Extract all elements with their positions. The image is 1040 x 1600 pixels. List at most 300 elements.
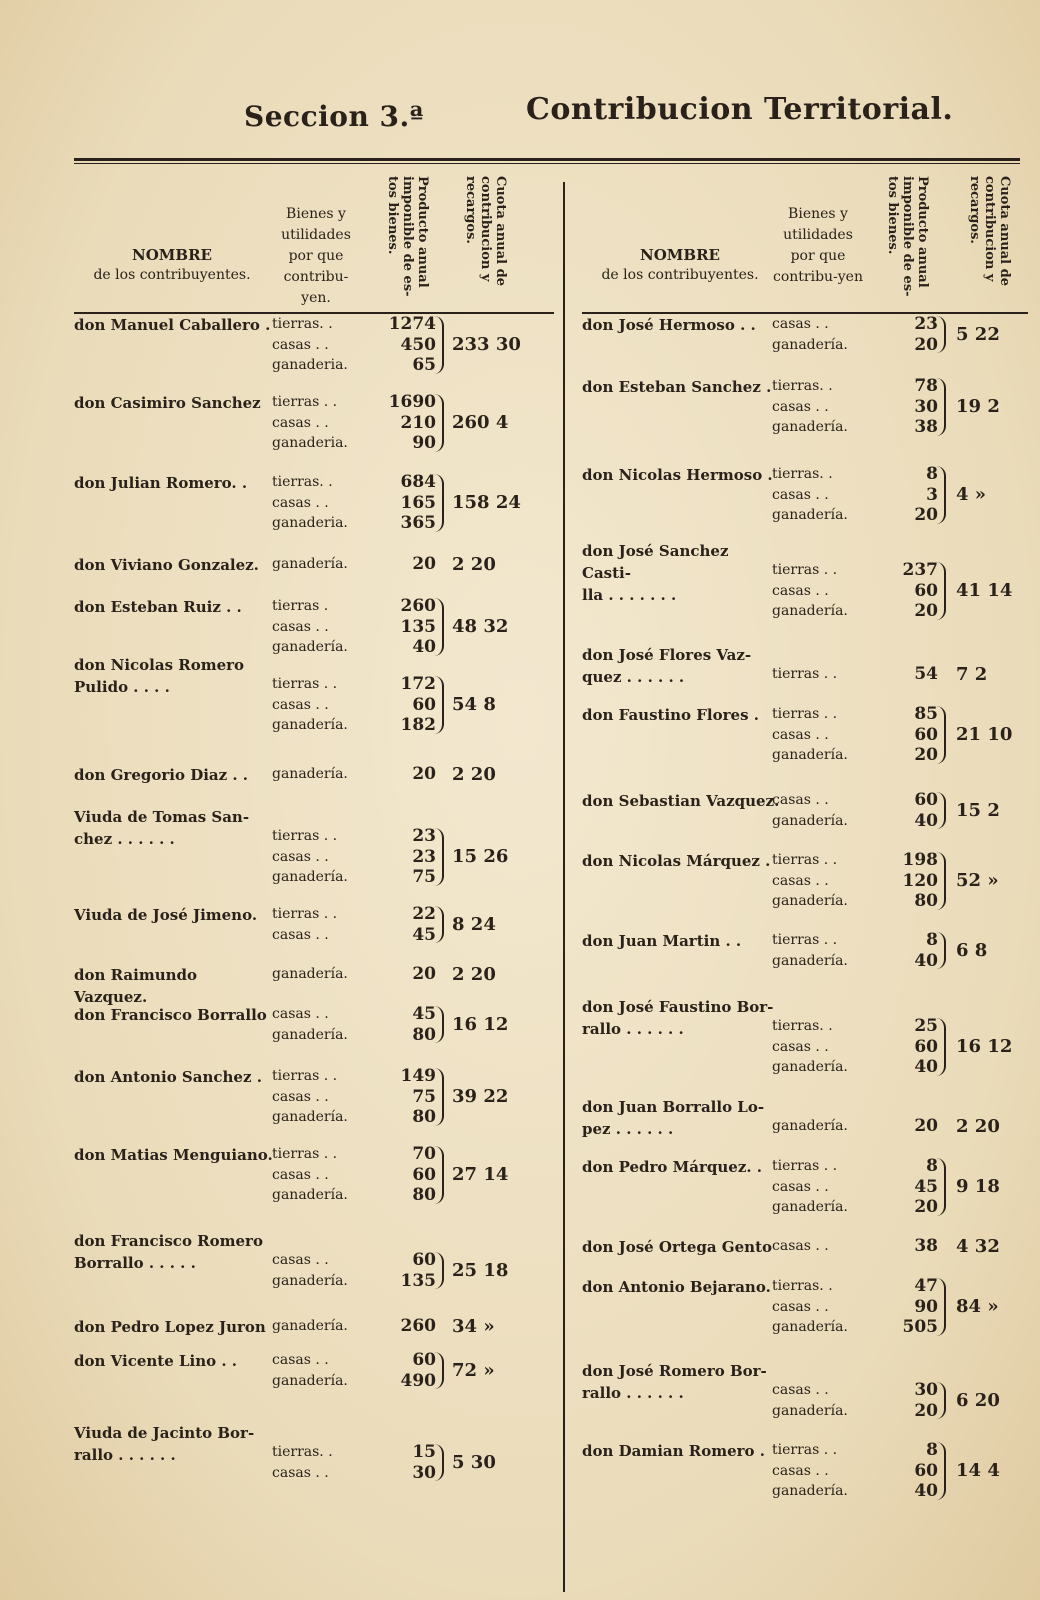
annual-quota: 5 30	[452, 1451, 496, 1473]
header-name-bold: NOMBRE	[132, 246, 212, 264]
header-name	[582, 246, 778, 285]
property-types	[272, 596, 372, 658]
taxable-amounts	[380, 1004, 436, 1045]
taxable-amount: 260	[400, 596, 436, 616]
page-title: Contribucion Territorial.	[526, 92, 954, 127]
property-type: ganadería.	[272, 1109, 348, 1125]
contributor-name: don Pedro Márquez. .	[582, 1158, 763, 1176]
property-type: tierras . .	[772, 852, 838, 868]
annual-quota: 4 32	[956, 1236, 1000, 1257]
taxable-amounts	[882, 1380, 938, 1421]
taxable-amount: 172	[400, 674, 436, 694]
property-type: tierras . .	[272, 828, 338, 844]
contributor-name: don Julian Romero. .	[74, 474, 248, 492]
taxable-amounts	[380, 314, 436, 376]
taxable-amount: 210	[400, 412, 436, 433]
annual-quota: 2 20	[452, 764, 496, 785]
taxable-amount: 1274	[388, 314, 436, 334]
annual-quota: 14 4	[956, 1459, 1000, 1481]
grouping-brace	[432, 906, 444, 943]
taxable-amount: 23	[412, 826, 436, 846]
property-type: casas . .	[272, 926, 329, 943]
taxable-amounts	[380, 1144, 436, 1206]
taxable-amount: 20	[914, 505, 938, 525]
header-cuota: Cuota anual de contribucion y recargos.	[463, 176, 508, 286]
property-types	[272, 1316, 372, 1337]
property-type: tierras. .	[772, 1278, 833, 1294]
taxable-amount: 47	[914, 1276, 938, 1296]
property-type: ganadería.	[772, 603, 848, 619]
taxable-amount: 20	[914, 1197, 938, 1217]
property-types	[772, 1236, 872, 1257]
property-type: ganadería.	[772, 1059, 848, 1075]
taxable-amount: 60	[412, 1350, 436, 1370]
property-type: ganadería.	[272, 717, 348, 733]
taxable-amount: 684	[400, 472, 436, 492]
contributor-name: don José Ortega Gento	[582, 1238, 772, 1256]
grouping-brace	[934, 1278, 946, 1336]
property-type: tierras. .	[772, 466, 833, 482]
annual-quota: 8 24	[452, 913, 496, 935]
contributor-name: don Francisco Borrallo	[74, 1006, 267, 1024]
annual-quota: 260 4	[452, 411, 509, 433]
property-type: casas . .	[272, 336, 329, 353]
right-column	[582, 170, 1028, 1501]
taxable-amount: 30	[914, 1380, 938, 1400]
taxable-amounts	[882, 850, 938, 912]
taxable-amount: 80	[914, 891, 938, 911]
property-type: tierras. .	[772, 1018, 833, 1034]
annual-quota: 54 8	[452, 693, 496, 715]
contributor-name: don Nicolas Romero Pulido . . . .	[74, 656, 245, 696]
taxable-amount: 60	[914, 1036, 938, 1057]
contributor-name: don Francisco Romero Borrallo . . . . .	[74, 1232, 263, 1272]
property-type: ganadería.	[772, 419, 848, 435]
taxable-amount: 182	[400, 715, 436, 735]
property-type: ganaderia.	[272, 357, 348, 373]
taxable-amounts	[380, 964, 436, 985]
taxable-amount: 505	[902, 1317, 938, 1337]
property-types	[272, 1144, 372, 1206]
contributor-name: don Juan Borrallo Lo- pez . . . . . .	[582, 1098, 765, 1138]
taxable-amount: 3	[926, 484, 938, 505]
right-column-header	[582, 170, 1028, 314]
annual-quota: 9 18	[956, 1175, 1000, 1197]
property-types	[772, 850, 872, 912]
property-type: tierras . .	[272, 1146, 338, 1162]
section-heading: Seccion 3.ª	[244, 100, 424, 133]
grouping-brace	[432, 316, 444, 374]
property-type: tierras . .	[772, 666, 838, 682]
taxable-amount: 8	[926, 930, 938, 950]
taxable-amount: 40	[914, 1481, 938, 1501]
property-types	[772, 464, 872, 526]
grouping-brace	[934, 932, 946, 969]
taxable-amount: 80	[412, 1024, 436, 1045]
taxable-amount: 237	[902, 560, 938, 580]
property-type: casas . .	[772, 726, 829, 743]
property-type: tierras . .	[772, 706, 838, 722]
taxable-amount: 75	[412, 1086, 436, 1107]
taxable-amounts	[882, 1016, 938, 1078]
header-name-sub: de los contribuyentes.	[93, 267, 251, 283]
property-types	[272, 904, 372, 945]
taxable-amount: 450	[400, 334, 436, 355]
property-types	[772, 790, 872, 831]
taxable-amounts	[882, 1116, 938, 1137]
taxable-amount: 60	[914, 790, 938, 810]
property-types	[272, 1066, 372, 1128]
property-type: casas . .	[272, 1352, 329, 1368]
property-types	[772, 1156, 872, 1218]
annual-quota: 84 »	[956, 1295, 999, 1317]
taxable-amount: 60	[412, 1250, 436, 1270]
property-type: casas . .	[772, 1298, 829, 1315]
taxable-amount: 20	[914, 334, 938, 355]
taxable-amounts	[380, 826, 436, 888]
taxable-amounts	[380, 1250, 436, 1291]
taxable-amount: 90	[914, 1296, 938, 1317]
property-type: ganadería.	[772, 893, 848, 909]
contributor-name: don Gregorio Diaz . .	[74, 766, 249, 784]
contributor-name: don Juan Martin . .	[582, 932, 742, 950]
property-type: casas . .	[772, 1462, 829, 1479]
property-type: casas . .	[772, 1038, 829, 1055]
property-type: ganadería.	[272, 966, 348, 982]
property-type: tierras .	[272, 598, 329, 614]
taxable-amount: 135	[400, 1270, 436, 1291]
property-type: ganadería.	[272, 1187, 348, 1203]
property-type: casas . .	[772, 582, 829, 599]
taxable-amounts	[882, 314, 938, 355]
taxable-amounts	[882, 1440, 938, 1502]
contributor-name: don José Faustino Bor- rallo . . . . . .	[582, 998, 774, 1038]
taxable-amount: 365	[400, 513, 436, 533]
property-type: casas . .	[772, 486, 829, 503]
property-type: ganadería.	[772, 1319, 848, 1335]
annual-quota: 233 30	[452, 333, 521, 355]
taxable-amount: 85	[914, 704, 938, 724]
property-types	[272, 1250, 372, 1291]
contributor-name: don Faustino Flores .	[582, 706, 759, 724]
taxable-amounts	[380, 472, 436, 534]
grouping-brace	[432, 1252, 444, 1289]
contributor-name: don Pedro Lopez Juron	[74, 1318, 266, 1336]
header-cuota: Cuota anual de contribucion y recargos.	[967, 176, 1012, 286]
taxable-amount: 165	[400, 492, 436, 513]
annual-quota: 6 20	[956, 1389, 1000, 1411]
annual-quota: 27 14	[452, 1163, 509, 1185]
contributor-name: don Vicente Lino . .	[74, 1352, 238, 1370]
taxable-amount: 38	[914, 417, 938, 437]
annual-quota: 19 2	[956, 395, 1000, 417]
property-type: tierras . .	[772, 932, 838, 948]
property-type: ganadería.	[772, 747, 848, 763]
contributor-name: don Sebastian Vazquez.	[582, 792, 780, 810]
property-type: ganaderia.	[272, 515, 348, 531]
property-type: ganadería.	[272, 766, 348, 782]
property-type: ganadería.	[272, 869, 348, 885]
taxable-amount: 20	[914, 745, 938, 765]
property-type: casas . .	[272, 1464, 329, 1481]
annual-quota: 16 12	[956, 1035, 1013, 1057]
grouping-brace	[432, 598, 444, 656]
grouping-brace	[432, 1068, 444, 1126]
annual-quota: 7 2	[956, 664, 988, 685]
annual-quota: 2 20	[452, 964, 496, 985]
column-divider	[563, 182, 565, 1592]
left-column-header	[74, 170, 554, 314]
taxable-amounts	[882, 704, 938, 766]
taxable-amount: 8	[926, 464, 938, 484]
annual-quota: 16 12	[452, 1013, 509, 1035]
taxable-amount: 20	[914, 1116, 938, 1136]
property-type: casas . .	[272, 1088, 329, 1105]
taxable-amounts	[882, 664, 938, 685]
property-type: ganadería.	[272, 556, 348, 572]
taxable-amount: 1690	[388, 392, 436, 412]
contributor-name: don Antonio Sanchez .	[74, 1068, 262, 1086]
taxable-amounts	[882, 376, 938, 438]
taxable-amount: 20	[412, 964, 436, 984]
property-type: tierras. .	[272, 1444, 333, 1460]
taxable-amount: 15	[412, 1442, 436, 1462]
contributor-name: don Raimundo Vazquez.	[74, 966, 198, 1006]
taxable-amounts	[380, 1316, 436, 1337]
taxable-amount: 80	[412, 1107, 436, 1127]
property-type: casas . .	[272, 1006, 329, 1022]
property-types	[272, 964, 372, 985]
property-types	[272, 1004, 372, 1045]
grouping-brace	[432, 676, 444, 734]
taxable-amount: 45	[412, 1004, 436, 1024]
property-type: casas . .	[272, 414, 329, 431]
annual-quota: 4 »	[956, 483, 987, 505]
taxable-amounts	[882, 1156, 938, 1218]
grouping-brace	[934, 562, 946, 620]
grouping-brace	[934, 1382, 946, 1419]
taxable-amount: 45	[412, 924, 436, 945]
taxable-amount: 30	[412, 1462, 436, 1483]
taxable-amounts	[380, 764, 436, 785]
grouping-brace	[934, 316, 946, 353]
property-type: ganadería.	[772, 1118, 848, 1134]
property-types	[272, 764, 372, 785]
property-types	[772, 376, 872, 438]
property-types	[772, 1276, 872, 1338]
header-producto: Producto anual imponible de es-tos bienes.	[385, 176, 430, 297]
grouping-brace	[934, 1018, 946, 1076]
taxable-amount: 60	[914, 724, 938, 745]
property-type: ganadería.	[772, 1483, 848, 1499]
grouping-brace	[934, 852, 946, 910]
taxable-amount: 90	[412, 433, 436, 453]
contributor-name: don Nicolas Márquez .	[582, 852, 771, 870]
property-type: casas . .	[772, 398, 829, 415]
property-type: tierras. .	[772, 378, 833, 394]
header-bienes: Bienes y utilidades por que contribu-yen	[772, 206, 863, 285]
property-type: tierras. .	[272, 316, 333, 332]
taxable-amount: 23	[914, 314, 938, 334]
taxable-amount: 75	[412, 867, 436, 887]
taxable-amount: 260	[400, 1316, 436, 1336]
property-types	[772, 704, 872, 766]
taxable-amount: 8	[926, 1440, 938, 1460]
grouping-brace	[432, 1146, 444, 1204]
taxable-amount: 22	[412, 904, 436, 924]
contributor-name: don Manuel Caballero .	[74, 316, 271, 334]
annual-quota: 21 10	[956, 723, 1013, 745]
property-type: casas . .	[272, 1252, 329, 1268]
property-types	[772, 314, 872, 355]
property-types	[272, 314, 372, 376]
grouping-brace	[432, 1352, 444, 1389]
property-types	[272, 1350, 372, 1391]
property-type: tierras . .	[272, 906, 338, 922]
taxable-amount: 80	[412, 1185, 436, 1205]
taxable-amount: 60	[412, 1164, 436, 1185]
annual-quota: 34 »	[452, 1316, 495, 1337]
property-type: ganadería.	[772, 1402, 848, 1419]
annual-quota: 72 »	[452, 1359, 495, 1381]
property-types	[772, 1440, 872, 1502]
taxable-amount: 490	[400, 1370, 436, 1391]
grouping-brace	[432, 828, 444, 886]
top-rule-thin	[74, 163, 1020, 164]
property-type: casas . .	[772, 316, 829, 332]
contributor-name: Viuda de Tomas San- chez . . . . . .	[74, 808, 250, 848]
taxable-amounts	[882, 1276, 938, 1338]
annual-quota: 6 8	[956, 939, 988, 961]
taxable-amount: 30	[914, 396, 938, 417]
contributor-name: don Esteban Ruiz . .	[74, 598, 242, 616]
taxable-amounts	[380, 674, 436, 736]
header-name-bold: NOMBRE	[640, 246, 720, 264]
header-name-sub: de los contribuyentes.	[601, 267, 759, 283]
taxable-amount: 135	[400, 616, 436, 637]
taxable-amount: 20	[412, 764, 436, 784]
property-type: tierras . .	[272, 1068, 338, 1084]
taxable-amount: 70	[412, 1144, 436, 1164]
property-types	[272, 472, 372, 534]
property-type: casas . .	[772, 1238, 829, 1254]
property-type: ganadería.	[272, 1026, 348, 1043]
taxable-amounts	[882, 560, 938, 622]
property-type: tierras . .	[772, 1442, 838, 1458]
taxable-amounts	[882, 1236, 938, 1257]
annual-quota: 25 18	[452, 1259, 509, 1281]
top-rule	[74, 158, 1020, 161]
property-types	[772, 1016, 872, 1078]
property-type: ganaderia.	[272, 435, 348, 451]
contributor-name: don José Hermoso . .	[582, 316, 756, 334]
taxable-amount: 149	[400, 1066, 436, 1086]
taxable-amounts	[380, 596, 436, 658]
taxable-amounts	[380, 1350, 436, 1391]
property-type: casas . .	[272, 696, 329, 713]
property-types	[772, 1380, 872, 1421]
property-type: ganadería.	[772, 952, 848, 969]
grouping-brace	[432, 394, 444, 452]
property-type: casas . .	[772, 792, 829, 808]
grouping-brace	[934, 466, 946, 524]
taxable-amount: 40	[914, 1057, 938, 1077]
taxable-amount: 20	[914, 1400, 938, 1421]
property-type: tierras . .	[772, 1158, 838, 1174]
property-types	[272, 554, 372, 575]
taxable-amounts	[380, 554, 436, 575]
grouping-brace	[934, 378, 946, 436]
taxable-amount: 38	[914, 1236, 938, 1256]
property-type: ganadería.	[272, 1272, 348, 1289]
taxable-amount: 45	[914, 1176, 938, 1197]
taxable-amounts	[380, 392, 436, 454]
left-column	[74, 170, 554, 1483]
property-type: ganadería.	[772, 336, 848, 353]
property-types	[772, 930, 872, 971]
taxable-amount: 65	[412, 355, 436, 375]
contributor-name: don Damian Romero .	[582, 1442, 766, 1460]
property-type: casas . .	[272, 848, 329, 865]
taxable-amount: 40	[914, 810, 938, 831]
property-type: casas . .	[772, 1178, 829, 1195]
grouping-brace	[432, 474, 444, 532]
property-type: ganadería.	[272, 1318, 348, 1334]
header-bienes: Bienes y utilidades por que contribu-yen.	[281, 206, 351, 306]
taxable-amount: 40	[412, 637, 436, 657]
taxable-amount: 40	[914, 950, 938, 971]
property-type: casas . .	[772, 1382, 829, 1398]
taxable-amount: 25	[914, 1016, 938, 1036]
taxable-amount: 8	[926, 1156, 938, 1176]
grouping-brace	[934, 706, 946, 764]
annual-quota: 52 »	[956, 869, 999, 891]
contributor-name: don Matias Menguiano.	[74, 1146, 273, 1164]
taxable-amount: 60	[412, 694, 436, 715]
taxable-amounts	[882, 464, 938, 526]
taxable-amounts	[380, 1442, 436, 1483]
contributor-name: don Esteban Sanchez .	[582, 378, 772, 396]
contributor-name: don José Sanchez Casti- lla . . . . . . .	[582, 542, 729, 604]
taxable-amounts	[882, 930, 938, 971]
property-type: tierras . .	[772, 562, 838, 578]
annual-quota: 39 22	[452, 1085, 509, 1107]
property-types	[272, 1442, 372, 1483]
taxable-amount: 20	[412, 554, 436, 574]
taxable-amounts	[380, 904, 436, 945]
taxable-amounts	[882, 790, 938, 831]
contributor-name: don Casimiro Sanchez	[74, 394, 261, 412]
taxable-amount: 198	[902, 850, 938, 870]
property-type: ganadería.	[272, 639, 348, 655]
grouping-brace	[934, 1158, 946, 1216]
taxable-amount: 78	[914, 376, 938, 396]
property-type: tierras . .	[272, 394, 338, 410]
property-type: ganadería.	[772, 1199, 848, 1215]
grouping-brace	[432, 1006, 444, 1043]
property-types	[772, 1116, 872, 1137]
contributor-name: don Antonio Bejarano.	[582, 1278, 771, 1296]
header-producto: Producto anual imponible de es-tos bienes.	[885, 176, 930, 297]
contributor-name: don Viviano Gonzalez.	[74, 556, 259, 574]
grouping-brace	[432, 1444, 444, 1481]
property-types	[272, 674, 372, 736]
property-types	[272, 826, 372, 888]
header-name	[74, 246, 270, 285]
annual-quota: 5 22	[956, 323, 1000, 345]
taxable-amounts	[380, 1066, 436, 1128]
property-types	[772, 664, 872, 685]
